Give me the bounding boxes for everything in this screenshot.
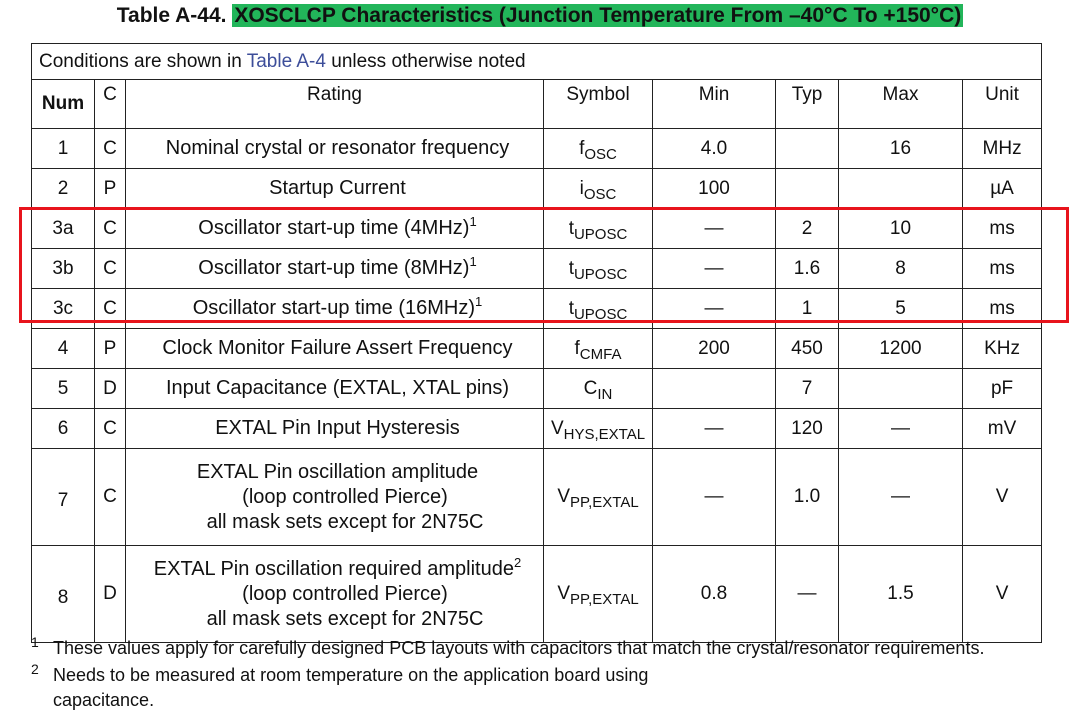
cell-rating	[126, 409, 544, 449]
cell-min	[653, 546, 776, 643]
footnote-ref: 1	[469, 254, 477, 269]
unit-value: V	[995, 583, 1009, 604]
rating-line: (loop controlled Pierce)	[242, 582, 448, 605]
symbol-subscript: PP,EXTAL	[570, 494, 639, 511]
header-min: Min	[653, 80, 776, 129]
cell-symbol	[544, 329, 653, 369]
footnote-ref: 1	[469, 214, 477, 229]
cell-max	[839, 409, 963, 449]
cell-unit	[963, 449, 1042, 546]
table-row	[32, 409, 1042, 449]
unit-value: MHz	[982, 137, 1022, 159]
cell-typ	[776, 209, 839, 249]
symbol-value: t	[568, 217, 574, 239]
cell-unit	[963, 546, 1042, 643]
cell-rating	[126, 289, 544, 329]
max-value: —	[891, 486, 910, 507]
table-number: Table A-44.	[116, 4, 227, 27]
cell-unit	[963, 289, 1042, 329]
table-row	[32, 449, 1042, 546]
cell-unit	[963, 249, 1042, 289]
symbol-subscript: OSC	[584, 145, 617, 163]
cell-max	[839, 289, 963, 329]
cell-c	[95, 449, 126, 546]
cell-typ	[776, 129, 839, 169]
cell-num	[32, 249, 95, 289]
num-value: 3a	[52, 217, 74, 239]
rating-line: Oscillator start-up time (16MHz)	[192, 297, 476, 319]
footnote-text: Needs to be measured at room temperature on the application board using	[53, 665, 649, 685]
cell-num	[32, 369, 95, 409]
typ-value: 1	[801, 297, 813, 319]
symbol-value: V	[550, 417, 564, 439]
rating-line: Clock Monitor Failure Assert Frequency	[162, 337, 513, 359]
max-value: 1.5	[887, 583, 914, 604]
cell-c	[95, 249, 126, 289]
class-value: C	[103, 217, 117, 239]
rating-line: Oscillator start-up time (4MHz)	[198, 217, 470, 239]
class-value: C	[103, 486, 117, 507]
unit-value: ms	[989, 217, 1015, 239]
cell-typ	[776, 369, 839, 409]
cell-symbol	[544, 209, 653, 249]
class-value: D	[103, 583, 117, 604]
num-value: 6	[57, 417, 69, 439]
header-c: C	[95, 80, 126, 129]
typ-value: 120	[791, 417, 823, 439]
cell-min	[653, 169, 776, 209]
cell-typ	[776, 546, 839, 643]
min-value: —	[704, 486, 724, 507]
min-value: —	[704, 297, 724, 319]
unit-value: V	[995, 486, 1009, 507]
header-num: Num	[32, 80, 95, 129]
symbol-value: V	[557, 486, 571, 507]
cell-max	[839, 249, 963, 289]
table-row	[32, 289, 1042, 329]
cell-max	[839, 169, 963, 209]
rating-line: Nominal crystal or resonator frequency	[165, 137, 510, 159]
typ-value: —	[797, 583, 817, 604]
num-value: 1	[57, 137, 69, 159]
cell-rating	[126, 209, 544, 249]
symbol-subscript: OSC	[583, 185, 617, 203]
footnote-text: These values apply for carefully designed PCB layouts with capacitors that match the crystal/resonator requirements.	[53, 638, 985, 658]
cell-min	[653, 409, 776, 449]
min-value: 200	[698, 337, 730, 359]
cell-symbol	[544, 289, 653, 329]
footnote-mark: 1	[31, 634, 39, 650]
cell-typ	[776, 409, 839, 449]
class-value: P	[103, 337, 117, 359]
num-value: 3b	[52, 257, 74, 279]
cell-rating	[126, 249, 544, 289]
cell-rating	[126, 369, 544, 409]
symbol-value: V	[557, 583, 571, 604]
class-value: C	[103, 137, 117, 159]
rating-line-wrap	[132, 296, 543, 321]
symbol-value: f	[574, 337, 580, 359]
num-value: 2	[57, 177, 69, 199]
cell-rating	[126, 546, 544, 643]
footnote-ref: 1	[475, 294, 483, 309]
cell-num	[32, 329, 95, 369]
rating-line: EXTAL Pin oscillation required amplitude	[153, 557, 514, 580]
typ-value: 2	[801, 217, 813, 239]
symbol-value: C	[583, 377, 598, 399]
cell-symbol	[544, 169, 653, 209]
min-value: 0.8	[700, 583, 728, 604]
cell-min	[653, 289, 776, 329]
symbol-subscript: UPOSC	[573, 265, 628, 283]
table-row	[32, 249, 1042, 289]
min-value: 4.0	[700, 137, 728, 159]
cell-min	[653, 129, 776, 169]
num-value: 7	[57, 490, 69, 511]
cell-symbol	[544, 449, 653, 546]
max-value: 5	[895, 297, 906, 319]
cell-max	[839, 129, 963, 169]
max-value: 16	[889, 137, 912, 159]
rating-line: all mask sets except for 2N75C	[206, 607, 484, 630]
table-caption: XOSCLCP Characteristics (Junction Temperature From –40°C To +150°C)	[234, 4, 962, 27]
unit-value: ms	[989, 257, 1015, 279]
unit-value: ms	[989, 297, 1015, 319]
table-row	[32, 369, 1042, 409]
typ-value: 1.0	[793, 486, 821, 507]
cell-typ	[776, 449, 839, 546]
cell-unit	[963, 409, 1042, 449]
header-row	[32, 80, 1042, 129]
header-symbol: Symbol	[544, 80, 653, 129]
cell-num	[32, 449, 95, 546]
cell-max	[839, 546, 963, 643]
symbol-value: t	[568, 257, 574, 279]
cell-typ	[776, 249, 839, 289]
cell-c	[95, 409, 126, 449]
cell-unit	[963, 169, 1042, 209]
header-unit: Unit	[963, 80, 1042, 129]
cell-c	[95, 169, 126, 209]
cell-max	[839, 369, 963, 409]
rating-line-wrap	[132, 554, 543, 582]
unit-value: KHz	[984, 337, 1020, 359]
rating-line: Startup Current	[269, 177, 406, 199]
footnote-1	[31, 636, 1061, 661]
cell-rating	[126, 449, 544, 546]
cell-symbol	[544, 369, 653, 409]
conditions-row	[32, 44, 1042, 80]
rating-line-wrap	[132, 256, 543, 281]
footnote-mark: 2	[31, 661, 39, 677]
conditions-text: Conditions are shown in Table A-4 unless otherwise noted	[32, 44, 1042, 80]
rating-line: Oscillator start-up time (8MHz)	[198, 257, 470, 279]
cell-symbol	[544, 546, 653, 643]
symbol-value: f	[579, 137, 585, 159]
rating-line: Input Capacitance (EXTAL, XTAL pins)	[165, 377, 510, 399]
cell-unit	[963, 369, 1042, 409]
cell-c	[95, 129, 126, 169]
cell-c	[95, 329, 126, 369]
header-typ: Typ	[776, 80, 839, 129]
cell-symbol	[544, 129, 653, 169]
typ-value: 1.6	[793, 257, 821, 279]
cell-num	[32, 129, 95, 169]
rating-line: (loop controlled Pierce)	[242, 485, 448, 508]
class-value: C	[103, 297, 117, 319]
header-max: Max	[839, 80, 963, 129]
cell-typ	[776, 169, 839, 209]
cell-num	[32, 289, 95, 329]
symbol-subscript: UPOSC	[573, 305, 628, 323]
rating-line: EXTAL Pin Input Hysteresis	[215, 417, 460, 439]
min-value: —	[704, 417, 724, 439]
footnote-ref: 2	[513, 554, 522, 570]
table-row	[32, 209, 1042, 249]
class-value: P	[103, 177, 117, 199]
max-value: 1200	[879, 337, 922, 359]
cell-max	[839, 329, 963, 369]
table-row	[32, 329, 1042, 369]
max-value: —	[891, 417, 910, 439]
cell-unit	[963, 209, 1042, 249]
cell-unit	[963, 329, 1042, 369]
num-value: 4	[57, 337, 69, 359]
class-value: C	[103, 417, 117, 439]
cell-symbol	[544, 249, 653, 289]
num-value: 3c	[52, 297, 74, 319]
symbol-value: i	[579, 177, 584, 199]
min-value: 100	[698, 177, 730, 199]
unit-value: pF	[990, 377, 1014, 399]
rating-line: EXTAL Pin oscillation amplitude	[196, 460, 479, 483]
table-row	[32, 129, 1042, 169]
symbol-subscript: PP,EXTAL	[570, 591, 639, 608]
max-value: 10	[889, 217, 912, 239]
cell-typ	[776, 289, 839, 329]
cell-c	[95, 289, 126, 329]
cell-min	[653, 249, 776, 289]
symbol-subscript: HYS,EXTAL	[563, 425, 646, 443]
symbol-subscript: UPOSC	[573, 225, 628, 243]
cell-symbol	[544, 409, 653, 449]
cell-num	[32, 209, 95, 249]
max-value: 8	[895, 257, 906, 279]
characteristics-table	[31, 43, 1042, 643]
table-body	[32, 129, 1042, 643]
min-value: —	[704, 257, 724, 279]
cell-num	[32, 546, 95, 643]
table-row	[32, 169, 1042, 209]
header-rating: Rating	[126, 80, 544, 129]
cell-typ	[776, 329, 839, 369]
footnote-2	[31, 663, 1061, 713]
symbol-value: t	[568, 297, 574, 319]
symbol-subscript: IN	[597, 385, 613, 403]
cell-rating	[126, 329, 544, 369]
footnote-text-cont: capacitance.	[53, 690, 155, 710]
cell-num	[32, 409, 95, 449]
cell-c	[95, 369, 126, 409]
footnotes	[31, 636, 1061, 713]
cell-rating	[126, 169, 544, 209]
rating-line-wrap	[132, 216, 543, 241]
num-value: 5	[57, 377, 69, 399]
unit-value: µA	[990, 177, 1014, 199]
table-row	[32, 546, 1042, 643]
cell-c	[95, 546, 126, 643]
cell-min	[653, 329, 776, 369]
rating-line: all mask sets except for 2N75C	[206, 510, 484, 533]
cell-num	[32, 169, 95, 209]
typ-value: 450	[791, 337, 823, 359]
class-value: D	[103, 377, 117, 399]
table-title	[0, 4, 1080, 28]
cell-rating	[126, 129, 544, 169]
num-value: 8	[57, 587, 69, 608]
class-value: C	[103, 257, 117, 279]
min-value: —	[704, 217, 724, 239]
cell-max	[839, 209, 963, 249]
cell-c	[95, 209, 126, 249]
cell-min	[653, 369, 776, 409]
typ-value: 7	[801, 377, 813, 399]
unit-value: mV	[987, 417, 1017, 439]
symbol-subscript: CMFA	[579, 345, 622, 363]
cell-min	[653, 209, 776, 249]
cell-max	[839, 449, 963, 546]
table-a4-link[interactable]: Table A-4	[246, 50, 326, 72]
cell-unit	[963, 129, 1042, 169]
cell-min	[653, 449, 776, 546]
